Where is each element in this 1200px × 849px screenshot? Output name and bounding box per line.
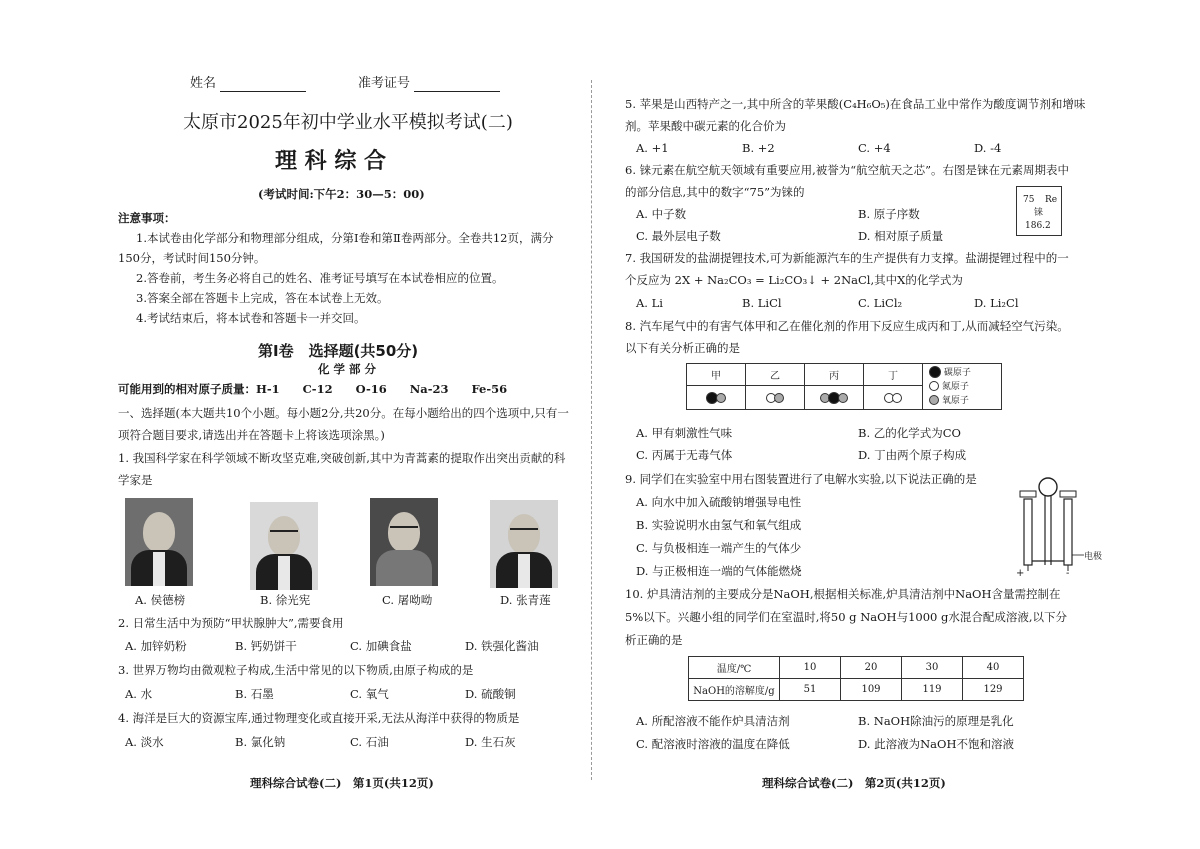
- q1-stem-line-2: 学家是: [118, 473, 153, 487]
- negative-terminal-label: -: [1066, 568, 1070, 579]
- q8-molecule-ding: [864, 386, 923, 410]
- q9-option-b: B. 实验说明水由氢气和氧气组成: [636, 518, 802, 532]
- exam-no-label: 准考证号: [358, 76, 411, 91]
- name-label: 姓名: [190, 76, 217, 91]
- q9-stem: 9. 同学们在实验室中用右图装置进行了电解水实验,以下说法正确的是: [625, 472, 977, 486]
- q8-molecule-yi: [746, 386, 805, 410]
- q10-row1-cell: 20: [841, 657, 902, 679]
- q2-option-a: A. 加锌奶粉: [125, 639, 187, 653]
- q3-option-a: A. 水: [125, 687, 153, 701]
- q10-stem-line-3: 析正确的是: [625, 633, 683, 647]
- subject-title: 理 科 综 合: [275, 149, 386, 174]
- legend-oxygen: 氧原子: [941, 395, 969, 406]
- q4-option-a: A. 淡水: [125, 735, 164, 749]
- q9-option-c: C. 与负极相连一端产生的气体少: [636, 541, 802, 555]
- nitrogen-atom-icon: [929, 381, 939, 391]
- q1-option-d: D. 张青莲: [500, 593, 551, 607]
- q7-option-b: B. LiCl: [742, 296, 782, 310]
- q8-stem-line-2: 以下有关分析正确的是: [625, 341, 740, 355]
- q10-row1-cell: 10: [780, 657, 841, 679]
- q3-stem: 3. 世界万物均由微观粒子构成,生活中常见的以下物质,由原子构成的是: [118, 663, 474, 677]
- q10-stem-line-1: 10. 炉具清洁剂的主要成分是NaOH,根据相关标准,炉具清洁剂中NaOH含量需控制在: [625, 587, 1061, 601]
- q6-option-a: A. 中子数: [636, 207, 687, 221]
- q10-stem-line-2: 5%以下。兴趣小组的同学们在室温时,将50 g NaOH与1000 g水混合配成溶液,以下分: [625, 610, 1068, 624]
- q5-option-c: C. +4: [858, 141, 891, 155]
- q3-option-d: D. 硫酸铜: [465, 687, 516, 701]
- q4-option-d: D. 生石灰: [465, 735, 516, 749]
- q8-molecule-jia: [687, 386, 746, 410]
- q5-option-b: B. +2: [742, 141, 775, 155]
- q8-header-jia: 甲: [687, 364, 746, 386]
- q10-option-a: A. 所配溶液不能作炉具清洁剂: [636, 714, 790, 728]
- carbon-atom-icon: [929, 366, 941, 378]
- q8-option-d: D. 丁由两个原子构成: [858, 448, 967, 462]
- q10-row2-cell: 109: [841, 679, 902, 701]
- q3-option-c: C. 氧气: [350, 687, 389, 701]
- footer-left: 理科综合试卷(二) 第1页(共12页): [250, 776, 434, 790]
- q1-option-c: C. 屠呦呦: [382, 593, 433, 607]
- q8-legend: [923, 364, 1002, 410]
- q10-row1-cell: 40: [963, 657, 1024, 679]
- q8-header-yi: 乙: [746, 364, 805, 386]
- q2-option-d: D. 铁强化酱油: [465, 639, 539, 653]
- q8-header-ding: 丁: [864, 364, 923, 386]
- q7-stem-line-2: 个反应为 2X + Na₂CO₃ = Li₂CO₃↓ + 2NaCl,其中X的化学式为: [625, 273, 963, 287]
- scientist-photo-a: [125, 498, 193, 586]
- q7-option-d: D. Li₂Cl: [974, 296, 1019, 310]
- q8-option-c: C. 丙属于无毒气体: [636, 448, 733, 462]
- scientist-photo-c: [370, 498, 438, 586]
- q8-stem-line-1: 8. 汽车尾气中的有害气体甲和乙在催化剂的作用下反应生成丙和丁,从而减轻空气污染。: [625, 319, 1069, 333]
- q10-option-b: B. NaOH除油污的原理是乳化: [858, 714, 1014, 728]
- q2-option-b: B. 钙奶饼干: [235, 639, 297, 653]
- notes-item-4: 4.考试结束后，将本试卷和答题卡一并交回。: [136, 311, 366, 325]
- page-divider: [591, 80, 592, 780]
- q1-option-a: A. 侯德榜: [135, 593, 186, 607]
- q6-stem-line-1: 6. 铼元素在航空航天领域有重要应用,被誉为“航空航天之芯”。右图是铼在元素周期表中: [625, 163, 1070, 177]
- q6-option-c: C. 最外层电子数: [636, 229, 721, 243]
- q4-option-c: C. 石油: [350, 735, 389, 749]
- q8-option-b: B. 乙的化学式为CO: [858, 426, 961, 440]
- footer-right: 理科综合试卷(二) 第2页(共12页): [762, 776, 946, 790]
- instruction-line-2: 项符合题目要求,请选出并在答题卡上将该选项涂黑。): [118, 428, 385, 442]
- q9-option-a: A. 向水中加入硫酸钠增强导电性: [636, 495, 802, 509]
- notes-item-1-cont: 150分，考试时间150分钟。: [118, 251, 266, 265]
- legend-carbon: 碳原子: [943, 367, 971, 378]
- atomic-mass-line: 可能用到的相对原子质量：H-1 C-12 O-16 Na-23 Fe-56: [118, 382, 508, 396]
- q4-option-b: B. 氯化钠: [235, 735, 286, 749]
- chemistry-part-title: 化 学 部 分: [318, 362, 377, 376]
- positive-terminal-label: +: [1016, 568, 1025, 579]
- q10-row1-cell: 30: [902, 657, 963, 679]
- oxygen-atom-icon: [929, 395, 939, 405]
- exam-no-blank: [414, 79, 500, 92]
- q10-option-c: C. 配溶液时溶液的温度在降低: [636, 737, 790, 751]
- electrolysis-apparatus-diagram: [1010, 465, 1090, 580]
- q10-row2-label: NaOH的溶解度/g: [689, 679, 780, 701]
- q7-option-a: A. Li: [636, 296, 663, 310]
- q10-row1-label: 温度/℃: [689, 657, 780, 679]
- q7-option-c: C. LiCl₂: [858, 296, 903, 310]
- exam-no-field-row: [358, 76, 500, 92]
- q6-stem-line-2: 的部分信息,其中的数字“75”为铼的: [625, 185, 805, 199]
- q5-option-a: A. +1: [636, 141, 669, 155]
- element-number: 75: [1023, 195, 1035, 205]
- q9-option-d: D. 与正极相连一端的气体能燃烧: [636, 564, 802, 578]
- q10-option-d: D. 此溶液为NaOH不饱和溶液: [858, 737, 1014, 751]
- q5-stem-line-2: 剂。苹果酸中碳元素的化合价为: [625, 119, 786, 133]
- notes-title: 注意事项：: [118, 211, 176, 225]
- q6-option-b: B. 原子序数: [858, 207, 920, 221]
- q8-molecule-bing: [805, 386, 864, 410]
- q8-header-bing: 丙: [805, 364, 864, 386]
- name-field-row: [190, 76, 306, 92]
- exam-title: 太原市2025年初中学业水平模拟考试(二): [183, 112, 513, 133]
- scientist-photo-b: [250, 502, 318, 590]
- q4-stem: 4. 海洋是巨大的资源宝库,通过物理变化或直接开采,无法从海洋中获得的物质是: [118, 711, 520, 725]
- notes-item-2: 2.答卷前，考生务必将自己的姓名、准考证号填写在本试卷相应的位置。: [136, 271, 504, 285]
- q7-stem-line-1: 7. 我国研发的盐湖提锂技术,可为新能源汽车的生产提供有力支撑。盐湖提锂过程中的一: [625, 251, 1069, 265]
- electrode-label: 电极: [1084, 552, 1103, 562]
- q10-row2-cell: 51: [780, 679, 841, 701]
- notes-item-3: 3.答案全部在答题卡上完成，答在本试卷上无效。: [136, 291, 389, 305]
- scientist-photo-d: [490, 500, 558, 588]
- q1-option-b: B. 徐光宪: [260, 593, 311, 607]
- section-title: 第Ⅰ卷 选择题(共50分): [258, 342, 419, 360]
- rhenium-element-card: [1016, 186, 1062, 236]
- element-symbol: Re: [1045, 195, 1058, 205]
- instruction-line-1: 一、选择题(本大题共10个小题。每小题2分,共20分。在每小题给出的四个选项中,只有一: [118, 406, 569, 420]
- q6-option-d: D. 相对原子质量: [858, 229, 944, 243]
- element-name: 铼: [1034, 208, 1044, 218]
- q5-option-d: D. -4: [974, 141, 1002, 155]
- q1-stem-line-1: 1. 我国科学家在科学领域不断攻坚克难,突破创新,其中为青蒿素的提取作出突出贡献的科: [118, 451, 566, 465]
- q5-stem-line-1: 5. 苹果是山西特产之一,其中所含的苹果酸(C₄H₆O₅)在食品工业中常作为酸度调节剂和增味: [625, 97, 1086, 111]
- q8-option-a: A. 甲有刺激性气味: [636, 426, 733, 440]
- q10-row2-cell: 119: [902, 679, 963, 701]
- q2-stem: 2. 日常生活中为预防“甲状腺肿大”,需要食用: [118, 616, 344, 630]
- element-mass: 186.2: [1025, 221, 1051, 231]
- name-blank: [220, 79, 306, 92]
- q3-option-b: B. 石墨: [235, 687, 274, 701]
- q10-row2-cell: 129: [963, 679, 1024, 701]
- exam-time: (考试时间:下午2：30—5：00): [258, 187, 425, 201]
- legend-nitrogen: 氮原子: [941, 381, 969, 392]
- q10-solubility-table: [688, 656, 1024, 701]
- notes-item-1: 1.本试卷由化学部分和物理部分组成，分第Ⅰ卷和第Ⅱ卷两部分。全卷共12页，满分: [136, 231, 554, 245]
- q2-option-c: C. 加碘食盐: [350, 639, 412, 653]
- q8-molecule-table: [686, 363, 1002, 410]
